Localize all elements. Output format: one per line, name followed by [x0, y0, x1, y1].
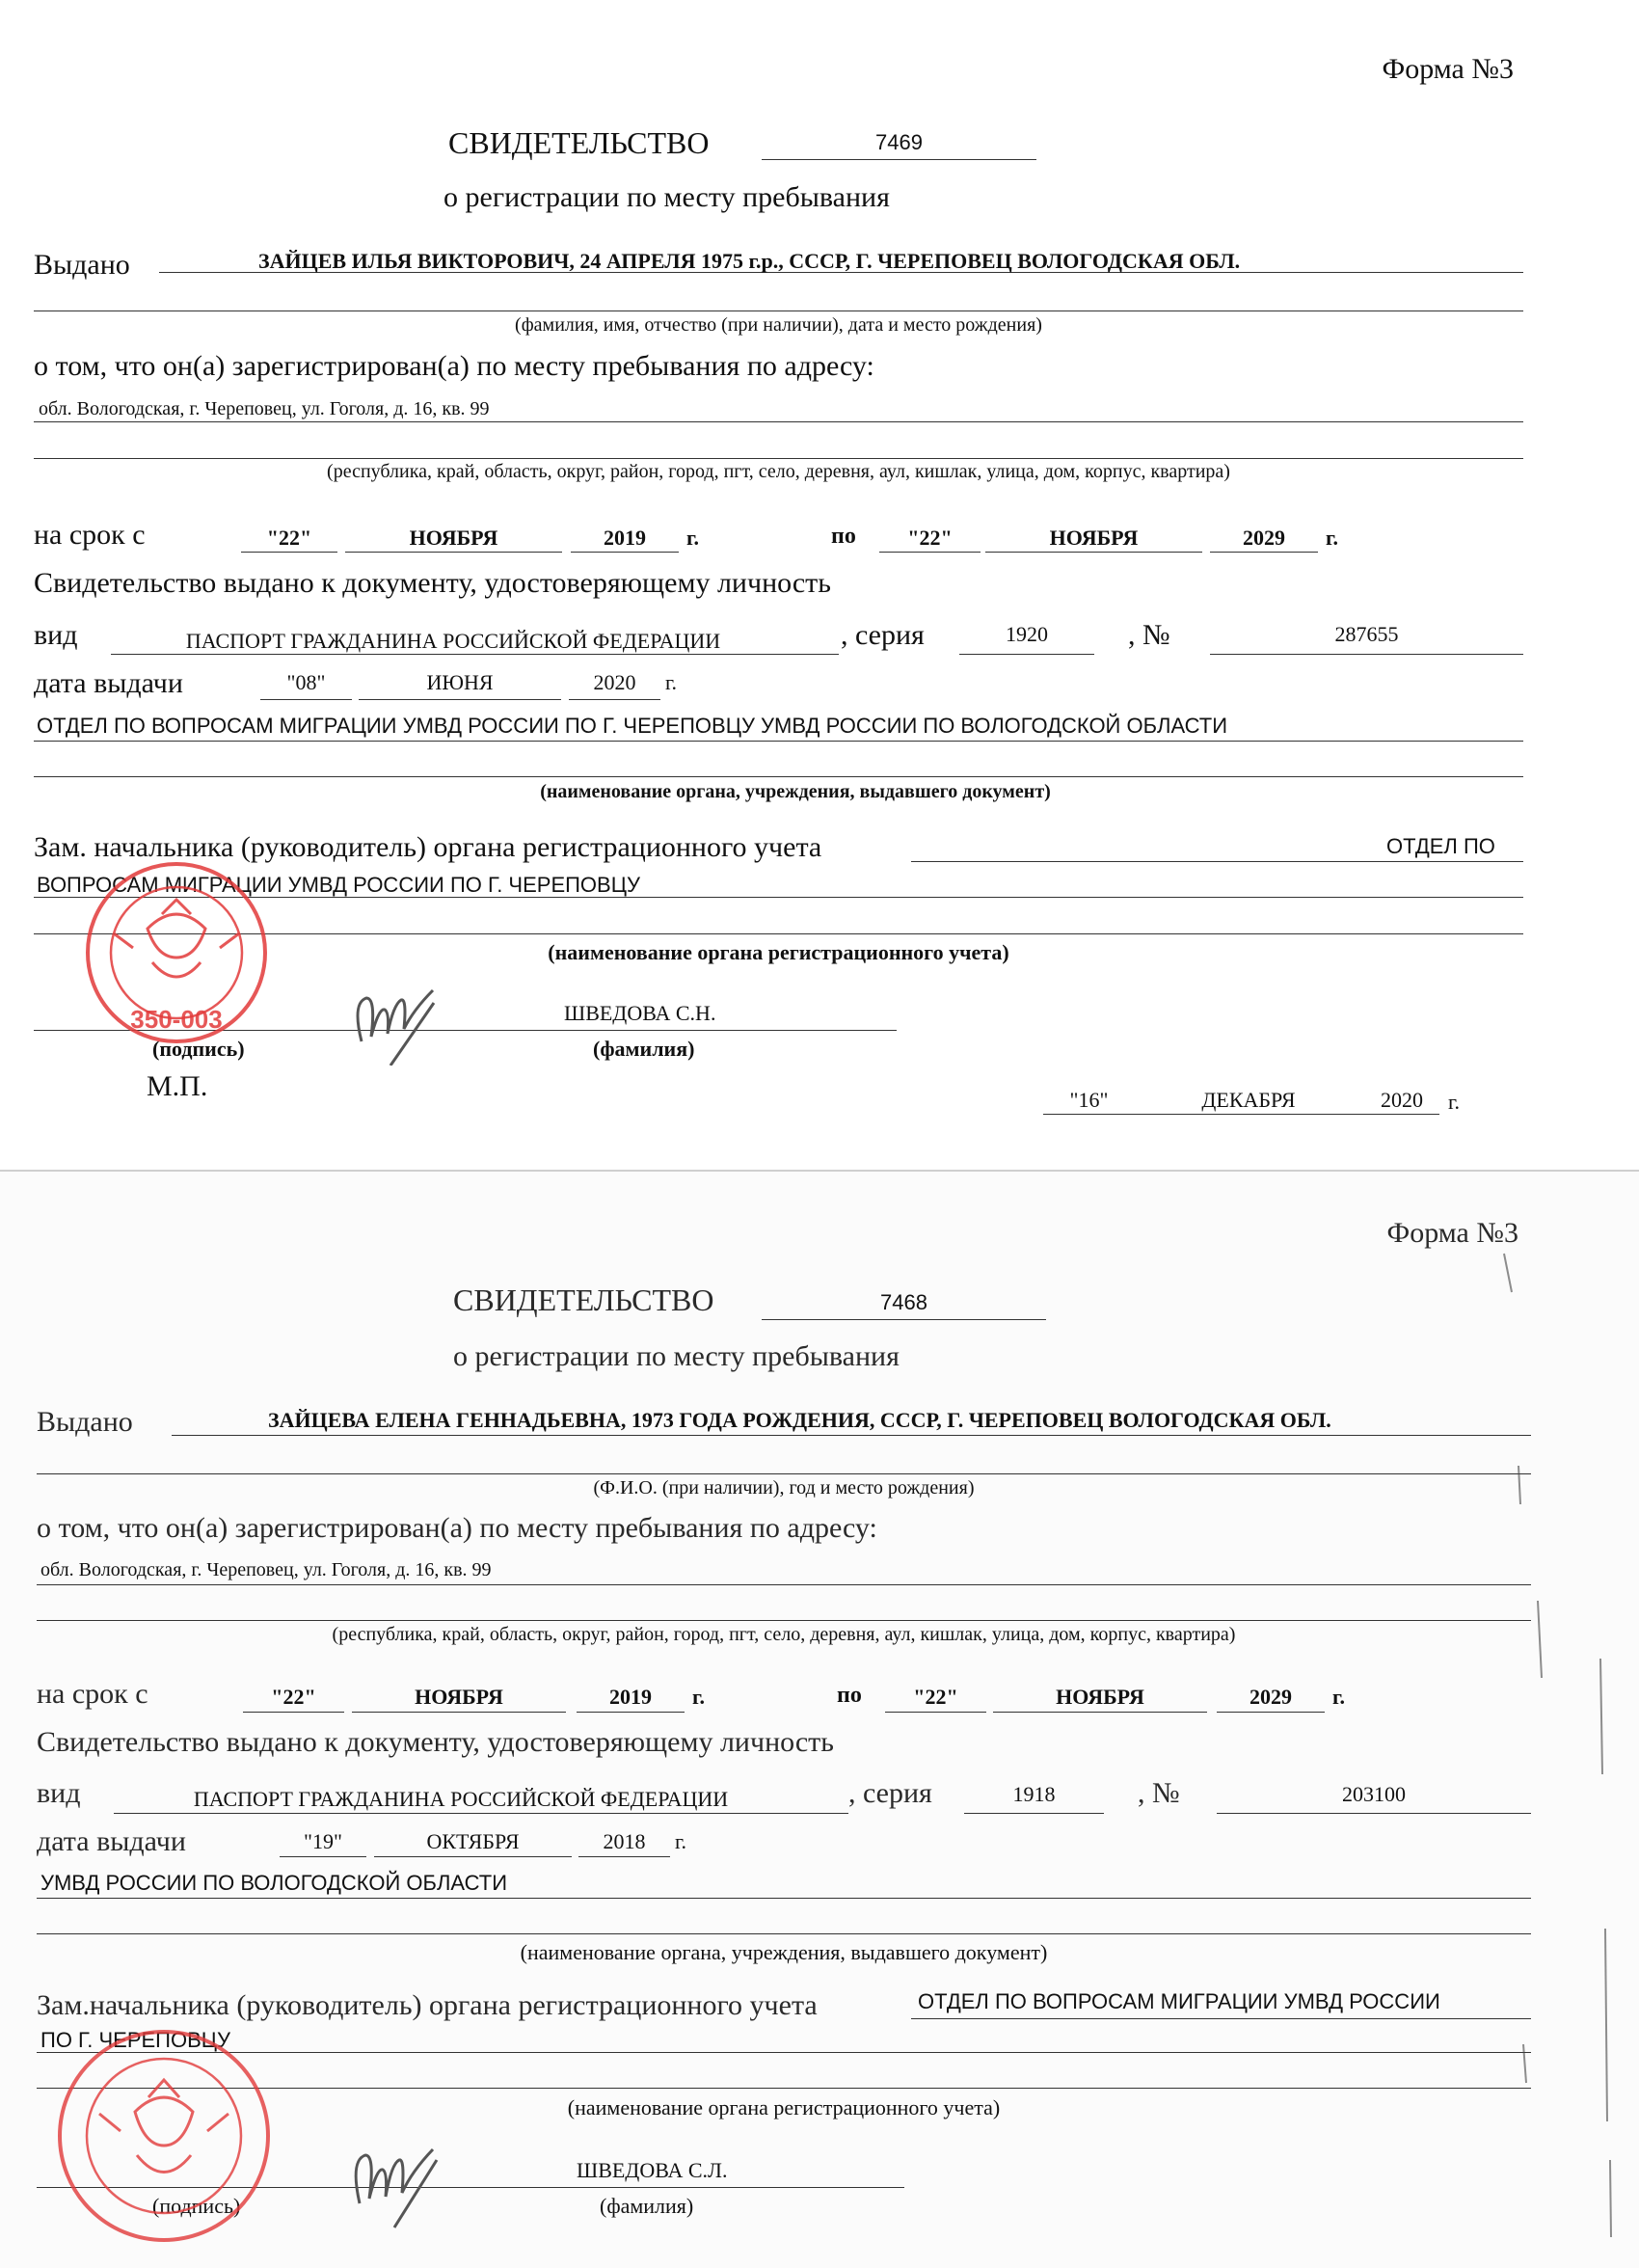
series-label: , серия	[841, 619, 925, 651]
document-kind: ПАСПОРТ ГРАЖДАНИНА РОССИЙСКОЙ ФЕДЕРАЦИИ	[193, 1787, 729, 1811]
year-suffix: г.	[692, 1685, 706, 1709]
to-month: НОЯБРЯ	[1049, 526, 1139, 550]
form-label: Форма №3	[1382, 53, 1514, 85]
from-year: 2019	[604, 526, 646, 550]
term-to-label: по	[831, 524, 856, 549]
issue-month: ОКТЯБРЯ	[426, 1829, 520, 1853]
document-kind: ПАСПОРТ ГРАЖДАНИНА РОССИЙСКОЙ ФЕДЕРАЦИИ	[185, 629, 721, 653]
signature-hint: (подпись)	[152, 2194, 241, 2218]
to-year: 2029	[1243, 526, 1285, 550]
year-suffix: г.	[675, 1829, 687, 1853]
number-label: , №	[1128, 619, 1170, 651]
passport-number: 203100	[1342, 1782, 1406, 1806]
issued-label: Выдано	[37, 1406, 133, 1438]
surname-hint: (фамилия)	[593, 1037, 695, 1061]
from-month: НОЯБРЯ	[415, 1685, 503, 1709]
registration-authority-hint: (наименование органа регистрационного учета)	[548, 940, 1009, 964]
document-line: Свидетельство выдано к документу, удостоверяющему личность	[34, 567, 831, 599]
address-hint: (республика, край, область, округ, район, город, пгт, село, деревня, аул, кишлак, улица, дом, корпус, квартира)	[332, 1624, 1236, 1645]
issuer-hint: (наименование органа, учреждения, выдавшего документ)	[540, 781, 1051, 802]
registration-authority-part1: ОТДЕЛ ПО ВОПРОСАМ МИГРАЦИИ УМВД РОССИИ	[918, 1989, 1440, 2013]
to-day: "22"	[907, 526, 953, 550]
issue-date-label: дата выдачи	[34, 667, 183, 699]
date-year: 2020	[1381, 1088, 1423, 1112]
signature	[342, 974, 477, 1066]
year-suffix: г.	[1326, 526, 1339, 550]
term-to-label: по	[837, 1683, 862, 1708]
registration-authority-part2: ПО Г. ЧЕРЕПОВЦУ	[40, 2028, 231, 2052]
to-day: "22"	[913, 1685, 958, 1709]
document-line: Свидетельство выдано к документу, удостоверяющему личность	[37, 1726, 834, 1758]
registered-text: о том, что он(а) зарегистрирован(а) по месту пребывания по адресу:	[34, 350, 874, 382]
issue-year: 2018	[603, 1829, 646, 1853]
registered-text: о том, что он(а) зарегистрирован(а) по месту пребывания по адресу:	[37, 1512, 877, 1544]
issuing-authority: УМВД РОССИИ ПО ВОЛОГОДСКОЙ ОБЛАСТИ	[40, 1871, 507, 1895]
signature-hint: (подпись)	[152, 1037, 245, 1061]
official-stamp	[27, 856, 316, 1044]
year-suffix: г.	[686, 526, 700, 550]
term-from-label: на срок с	[34, 519, 146, 551]
stamp-number: 350-003	[130, 1005, 223, 1034]
passport-number: 287655	[1334, 622, 1399, 646]
issue-month: ИЮНЯ	[426, 670, 494, 694]
certificate-number: 7468	[880, 1290, 927, 1314]
name-hint: (фамилия, имя, отчество (при наличии), дата и место рождения)	[515, 314, 1042, 336]
number-label: , №	[1138, 1777, 1180, 1809]
issued-to: ЗАЙЦЕВ ИЛЬЯ ВИКТОРОВИЧ, 24 АПРЕЛЯ 1975 г.р., СССР, Г. ЧЕРЕПОВЕЦ ВОЛОГОДСКАЯ ОБЛ.	[258, 249, 1241, 273]
head-label: Зам. начальника (руководитель) органа регистрационного учета	[34, 831, 822, 863]
certificate-number: 7469	[875, 130, 923, 154]
series-label: , серия	[848, 1777, 932, 1809]
issuer-hint: (наименование органа, учреждения, выдавшего документ)	[520, 1940, 1048, 1964]
kind-label: вид	[37, 1777, 81, 1809]
from-day: "22"	[271, 1685, 316, 1709]
year-suffix: г.	[1332, 1685, 1346, 1709]
from-day: "22"	[266, 526, 312, 550]
address: обл. Вологодская, г. Череповец, ул. Гоголя, д. 16, кв. 99	[39, 398, 490, 419]
to-month: НОЯБРЯ	[1056, 1685, 1144, 1709]
registration-authority-part1: ОТДЕЛ ПО	[1386, 834, 1495, 858]
address-hint: (республика, край, область, округ, район, город, пгт, село, деревня, аул, кишлак, улица, дом, корпус, квартира)	[327, 461, 1230, 482]
head-label: Зам.начальника (руководитель) органа регистрационного учета	[37, 1989, 818, 2021]
surname-hint: (фамилия)	[600, 2194, 694, 2218]
from-year: 2019	[609, 1685, 652, 1709]
certificate-title: СВИДЕТЕЛЬСТВО	[453, 1282, 714, 1317]
issue-date-label: дата выдачи	[37, 1825, 186, 1857]
issue-year: 2020	[593, 670, 636, 694]
signature	[342, 2126, 477, 2232]
year-suffix: г.	[1448, 1090, 1461, 1114]
year-suffix: г.	[665, 670, 678, 694]
form-label: Форма №3	[1386, 1217, 1518, 1249]
registration-authority-hint: (наименование органа регистрационного учета)	[567, 2095, 1001, 2120]
issued-to: ЗАЙЦЕВА ЕЛЕНА ГЕННАДЬЕВНА, 1973 ГОДА РОЖДЕНИЯ, СССР, Г. ЧЕРЕПОВЕЦ ВОЛОГОДСКАЯ ОБЛ.	[268, 1408, 1331, 1432]
stamp-place-label: М.П.	[147, 1070, 208, 1102]
signer-name: ШВЕДОВА С.Н.	[564, 1001, 716, 1025]
address: обл. Вологодская, г. Череповец, ул. Гоголя, д. 16, кв. 99	[40, 1559, 492, 1580]
passport-series: 1920	[1006, 622, 1048, 646]
to-year: 2029	[1249, 1685, 1292, 1709]
name-hint: (Ф.И.О. (при наличии), год и место рождения)	[593, 1477, 975, 1498]
scan-artifacts	[1485, 1196, 1629, 2256]
date-month: ДЕКАБРЯ	[1201, 1088, 1296, 1112]
from-month: НОЯБРЯ	[409, 526, 498, 550]
term-from-label: на срок с	[37, 1678, 148, 1710]
issue-day: "19"	[304, 1829, 342, 1853]
certificate-subtitle: о регистрации по месту пребывания	[453, 1340, 900, 1372]
passport-series: 1918	[1012, 1782, 1056, 1806]
issuing-authority: ОТДЕЛ ПО ВОПРОСАМ МИГРАЦИИ УМВД РОССИИ ПО Г. ЧЕРЕПОВЦУ УМВД РОССИИ ПО ВОЛОГОДСКОЙ ОБЛАСТИ	[37, 714, 1228, 738]
issued-label: Выдано	[34, 249, 130, 281]
signer-name: ШВЕДОВА С.Л.	[577, 2158, 728, 2182]
official-stamp	[29, 2011, 289, 2252]
certificate-title: СВИДЕТЕЛЬСТВО	[448, 125, 710, 160]
certificate-subtitle: о регистрации по месту пребывания	[443, 181, 890, 213]
date-day: "16"	[1069, 1088, 1109, 1112]
issue-day: "08"	[286, 670, 326, 694]
kind-label: вид	[34, 619, 78, 651]
registration-authority-part2: ВОПРОСАМ МИГРАЦИИ УМВД РОССИИ ПО Г. ЧЕРЕПОВЦУ	[37, 873, 640, 897]
